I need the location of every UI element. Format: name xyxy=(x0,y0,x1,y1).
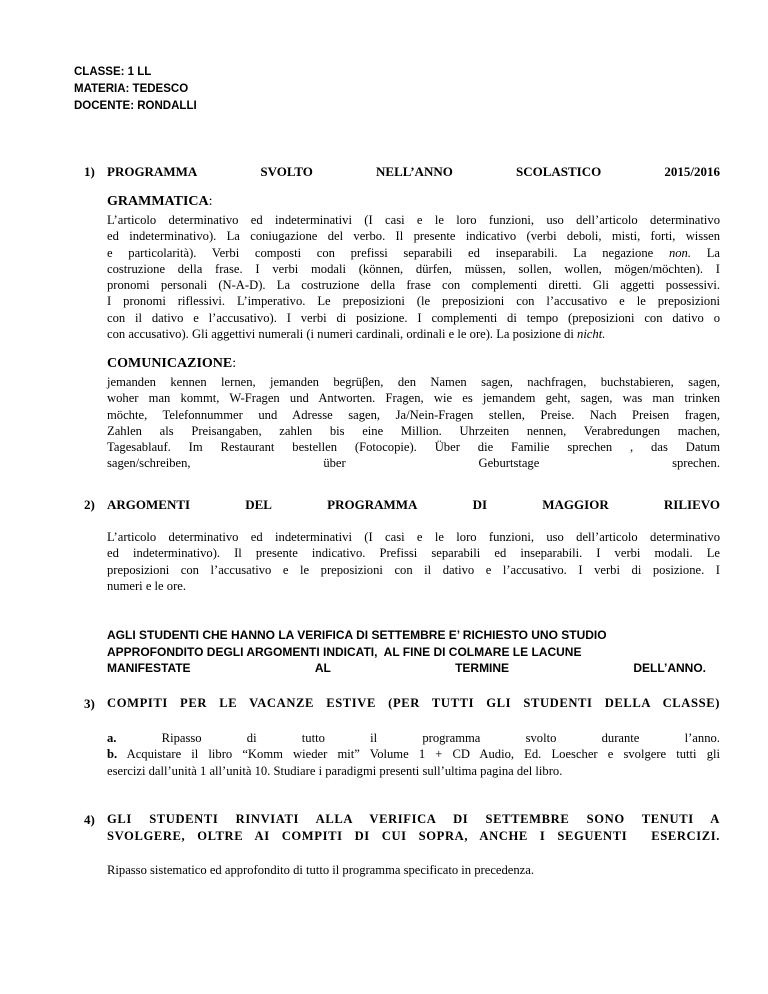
title-word: SCOLASTICO xyxy=(515,164,602,179)
word: svolto xyxy=(525,731,557,745)
homework-item-b-cont: esercizi dall’unità 1 all’unità 10. Studiare i paradigmi presenti sull’ultima pagina del libro. xyxy=(107,763,563,778)
communication-line xyxy=(107,455,720,471)
notice-line: APPROFONDITO DEGLI ARGOMENTI INDICATI, AL FINE DI COLMARE LE LACUNE xyxy=(107,644,582,659)
main-topics-paragraph xyxy=(107,529,720,594)
word: DELL’ANNO. xyxy=(633,661,706,675)
grammar-line: pronomi personali (N-A-D). La costruzione della frase con complementi diretti. Gli aggetti possessivi. xyxy=(107,278,720,293)
notice-line: AGLI STUDENTI CHE HANNO LA VERIFICA DI SETTEMBRE E’ RICHIESTO UNO STUDIO xyxy=(107,628,607,642)
section-4-title xyxy=(107,811,720,844)
section-2-number: 2) xyxy=(84,497,95,512)
italic-nicht: nicht. xyxy=(577,327,606,342)
word: Ripasso xyxy=(161,731,202,745)
title-word: ARGOMENTI xyxy=(107,497,191,512)
communication-line: Tagesablauf. Im Restaurant bestellen (Fotocopie). Über die Familie sprechen , das Datum xyxy=(107,440,720,455)
word: l’anno. xyxy=(684,731,720,745)
word: tutto xyxy=(301,731,325,745)
grammar-paragraph xyxy=(107,212,720,342)
grammar-line: I pronomi riflessivi. L’imperativo. Le preposizioni (le preposizioni con l’accusativo e le preposizioni xyxy=(107,294,720,309)
grammar-line-text: e particolarità). Verbi composti con prefissi separabili ed inseparabili. La negazione xyxy=(107,245,654,260)
title-word: MAGGIOR xyxy=(542,497,609,512)
item-label: b. xyxy=(107,747,118,762)
section-1-number: 1) xyxy=(84,164,95,179)
homework-list xyxy=(107,730,720,779)
title-word: RILIEVO xyxy=(663,497,720,512)
title-word: NELL’ANNO xyxy=(376,164,453,179)
item-text: Acquistare il libro “Komm wieder mit” Volume 1 + CD Audio, Ed. Loescher e svolgere tutti gli xyxy=(126,747,720,762)
grammar-line: L’articolo determinativo ed indeterminativi (I casi e le loro funzioni, uso dell’articolo determinativo xyxy=(107,213,720,227)
grammar-line: ed indeterminativo). La coniugazione del verbo. Il presente indicativo (verbi deboli, misti, forti, wissen xyxy=(107,229,720,244)
homework-item-a xyxy=(107,730,720,746)
notice-line xyxy=(107,660,706,677)
item-label: a. xyxy=(107,731,117,745)
communication-line: möchte, Telefonnummer und Adresse sagen, Ja/Nein-Fragen stellen, Preise. Nach Preisen fragen, xyxy=(107,407,720,422)
communication-heading-text: COMUNICAZIONE xyxy=(107,356,233,371)
grammar-line-text: La xyxy=(706,245,720,260)
word: il xyxy=(370,731,378,745)
homework-item-b xyxy=(107,746,720,762)
communication-heading-colon: : xyxy=(232,356,237,371)
class-label: CLASSE: 1 LL xyxy=(74,66,152,78)
grammar-line: con il dativo e l’accusativo). I verbi di posizione. I complementi di tempo (preposizioni con dativo o xyxy=(107,310,720,325)
section-4-number: 4) xyxy=(84,812,95,827)
title-word: DEL xyxy=(245,497,272,512)
teacher-label: DOCENTE: RONDALLI xyxy=(74,100,197,112)
grammar-heading xyxy=(107,194,213,210)
word: über xyxy=(323,456,346,471)
section-1-title xyxy=(107,164,720,180)
communication-line: Zahlen als Preisangaben, zahlen bis eine Million. Uhrzeiten nennen, Verabredungen machen, xyxy=(107,423,720,438)
grammar-heading-text: GRAMMATICA xyxy=(107,194,209,209)
word: sagen/schreiben, xyxy=(107,456,191,471)
grammar-line-text: con accusativo). Gli aggettivi numerali (i numeri cardinali, ordinali e le ore). La posizione di xyxy=(107,327,574,342)
grammar-line xyxy=(107,245,720,261)
title-word: DI xyxy=(472,497,488,512)
section-4-text-line: Ripasso sistematico ed approfondito di tutto il programma specificato in precedenza. xyxy=(107,863,535,877)
section-4-title-line: GLI STUDENTI RINVIATI ALLA VERIFICA DI SETTEMBRE SONO TENUTI A xyxy=(107,812,720,826)
word: Geburtstage xyxy=(478,456,540,471)
word: MANIFESTATE xyxy=(107,661,191,675)
september-notice xyxy=(107,627,706,677)
italic-non: non. xyxy=(668,245,691,260)
word: durante xyxy=(601,731,640,745)
word: di xyxy=(246,731,257,745)
document-header xyxy=(74,64,197,115)
communication-line: woher man kommt, W-Fragen und Antworten. Fragen, wie es jemandem geht, sagen, was man trinken xyxy=(107,391,720,406)
topics-line: ed indeterminativo). Il presente indicativo. Prefissi separabili ed inseparabili. I verbi modali. Le xyxy=(107,546,720,561)
grammar-line: costruzione della frase. I verbi modali (können, dürfen, müssen, sollen, wollen, mögen/möchten). I xyxy=(107,261,720,276)
section-3-number: 3) xyxy=(84,696,95,711)
subject-label: MATERIA: TEDESCO xyxy=(74,83,189,95)
word: AL xyxy=(314,661,331,675)
communication-heading xyxy=(107,356,236,372)
title-word: PROGRAMMA xyxy=(327,497,418,512)
section-4-text xyxy=(107,862,720,878)
section-4-title-line: SVOLGERE, OLTRE AI COMPITI DI CUI SOPRA, ANCHE I SEGUENTI ESERCIZI. xyxy=(107,828,720,843)
topics-line: L’articolo determinativo ed indeterminativi (I casi e le loro funzioni, uso dell’articolo determinativo xyxy=(107,530,720,544)
word: TERMINE xyxy=(455,661,510,675)
grammar-heading-colon: : xyxy=(208,194,213,209)
word: sprechen. xyxy=(672,456,720,471)
title-word: 2015/2016 xyxy=(664,164,720,179)
section-3-title-text: COMPITI PER LE VACANZE ESTIVE (PER TUTTI GLI STUDENTI DELLA CLASSE) xyxy=(107,696,720,710)
topics-line: numeri e le ore. xyxy=(107,578,187,593)
topics-line: preposizioni con l’accusativo e le preposizioni con il dativo e l’accusativo. I verbi di posizione. I xyxy=(107,562,720,577)
word: programma xyxy=(422,731,481,745)
section-3-title xyxy=(107,695,720,712)
communication-paragraph xyxy=(107,374,720,472)
grammar-line xyxy=(107,326,720,342)
title-word: SVOLTO xyxy=(260,164,313,179)
communication-line: jemanden kennen lernen, jemanden begrüβen, den Namen sagen, nachfragen, buchstabieren, sagen, xyxy=(107,375,720,389)
section-2-title xyxy=(107,497,720,513)
title-word: PROGRAMMA xyxy=(107,164,198,179)
